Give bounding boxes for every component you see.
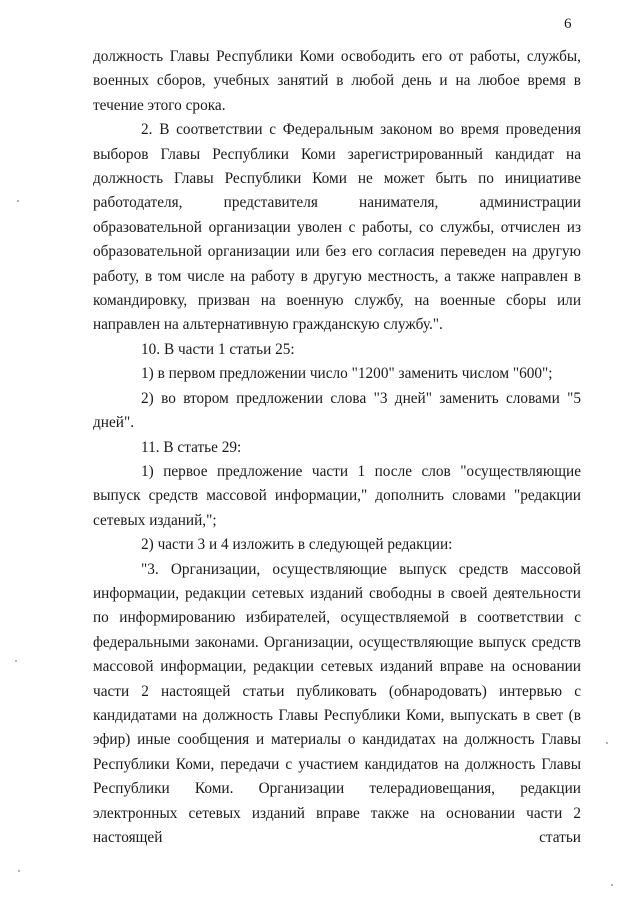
paragraph-item-2: 2. В соответствии с Федеральным законом во время проведения выборов Главы Республики Коми зарегистрированный кандидат на должность Главы Республики Коми не может быть по инициативе работодателя, представителя нанимателя, администрации образовательной организации уволен с работы, со службы, отчислен из образовательной организации или без его согласия переведен на другую работу, в том числе на работу в другую местность, а также направлен в командировку, призван на военную службу, на военные сборы или направлен на альтернативную гражданскую службу.". [93,121,581,334]
paragraph-item-10: 10. В части 1 статьи 25: [141,340,295,358]
paragraph-subitem-1: 1) в первом предложении число "1200" заменить числом "600"; [141,365,553,383]
paragraph-subitem-1: 1) первое предложение части 1 после слов "осуществляющие выпуск средств массовой информации," дополнить словами "редакции сетевых изданий,"; [93,462,581,529]
scan-speck [606,742,608,744]
paragraph-quoted-part-3: "3. Организации, осуществляющие выпуск средств массовой информации, редакции сетевых изданий свободны в своей деятельности по информированию избирателей, осуществляемой в соответствии с федеральными законами. Организации, осуществляющие выпуск средств массовой информации, редакции сетевых изданий вправе на основании части 2 настоящей статьи публиковать (обнародовать) интервью с кандидатами на должность Главы Республики Коми, выпускать в свет (в эфир) иные сообщения и материалы о кандидатах на должность Главы Республики Коми, передачи с участием кандидатов на должность Главы Республики Коми. Организации телерадиовещания, редакции электронных сетевых изданий вправе также на основании части 2 настоящей статьи [93,560,581,846]
scan-speck [15,660,17,662]
paragraph-continuation: должность Главы Республики Коми освободить его от работы, службы, военных сборов, учебных занятий в любой день и на любое время в течение этого срока. [93,48,581,114]
scan-speck [611,884,613,886]
paragraph-item-11: 11. В статье 29: [141,438,242,456]
paragraph-subitem-2: 2) во втором предложении слова "3 дней" заменить словами "5 дней". [93,389,581,432]
page-number: 6 [564,16,572,32]
scan-speck [18,870,20,872]
paragraph-subitem-2: 2) части 3 и 4 изложить в следующей редакции: [141,536,453,554]
scan-speck [17,200,19,202]
document-body [93,45,581,850]
